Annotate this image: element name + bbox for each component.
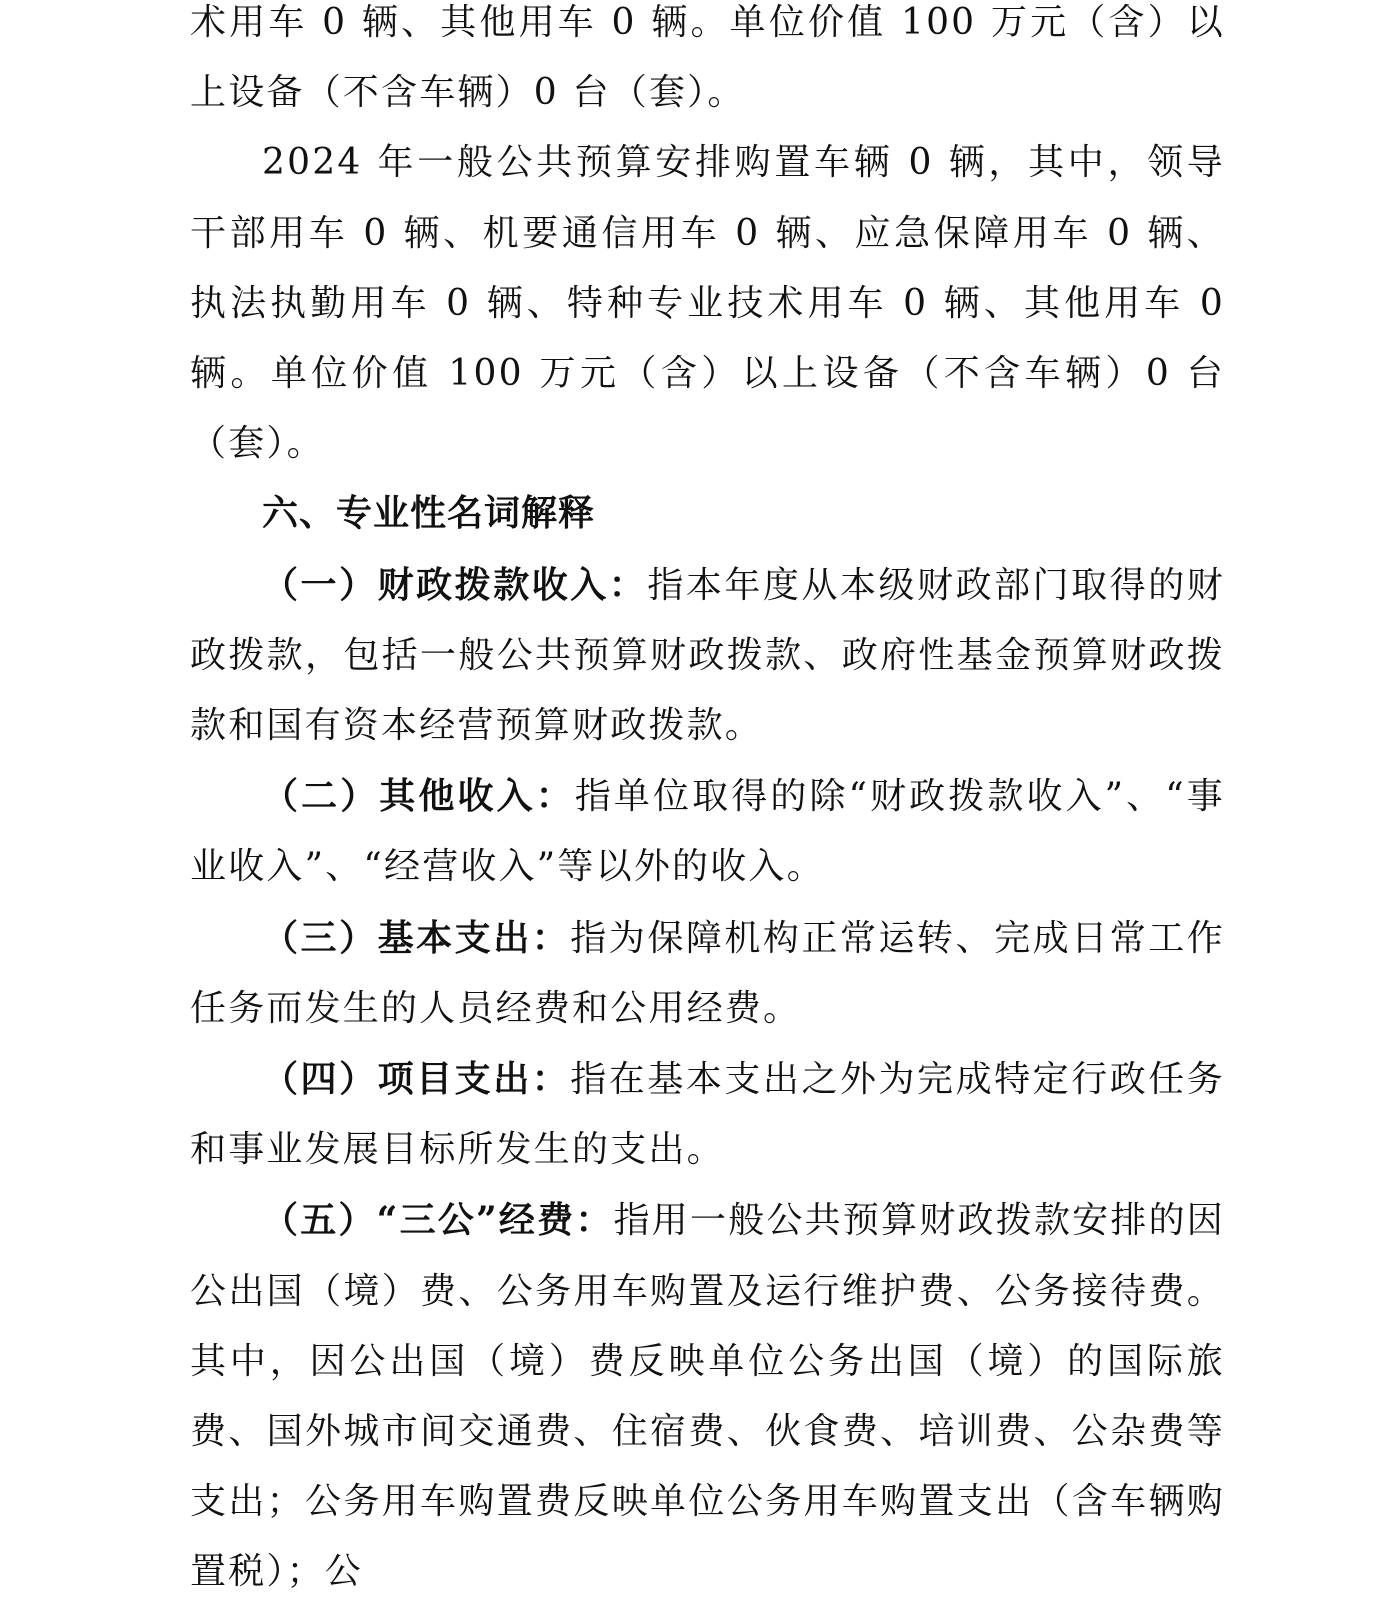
definition-term: （一）财政拨款收入：	[262, 563, 648, 606]
document-page	[190, 0, 1225, 1608]
paragraph-2024-vehicle-purchase: 2024 年一般公共预算安排购置车辆 0 辆，其中，领导干部用车 0 辆、机要通信用车 0 辆、应急保障用车 0 辆、执法执勤用车 0 辆、特种专业技术用车 0 辆、其他用车 0 辆。单位价值 100 万元（含）以上设备（不含车辆）0 台（套）。	[190, 142, 1225, 465]
definition-term: （四）项目支出：	[262, 1058, 571, 1101]
definition-project-expenditure	[190, 1044, 1225, 1185]
definition-text: 指用一般公共预算财政拨款安排的因公出国（境）费、公务用车购置及运行维护费、公务接待费。其中，因公出国（境）费反映单位公务出国（境）的国际旅费、国外城市间交通费、住宿费、伙食费、培训费、公杂费等支出；公务用车购置费反映单位公务用车购置支出（含车辆购置税）；公	[190, 1200, 1226, 1593]
definition-text: 指本年度从本级财政部门取得的财政拨款，包括一般公共预算财政拨款、政府性基金预算财政拨款和国有资本经营预算财政拨款。	[190, 564, 1225, 747]
paragraph-vehicle-summary-continued: 术用车 0 辆、其他用车 0 辆。单位价值 100 万元（含）以上设备（不含车辆）0 台（套）。	[190, 2, 1225, 114]
definition-text: 指为保障机构正常运转、完成日常工作任务而发生的人员经费和公用经费。	[190, 917, 1225, 1029]
definition-term: （五）“三公”经费：	[262, 1199, 614, 1242]
definition-text: 指在基本支出之外为完成特定行政任务和事业发展目标所发生的支出。	[190, 1059, 1225, 1171]
definition-three-public-expenses	[190, 1185, 1225, 1607]
definition-text: 指单位取得的除“财政拨款收入”、“事业收入”、“经营收入”等以外的收入。	[190, 776, 1225, 888]
definition-term: （三）基本支出：	[262, 916, 571, 959]
definition-other-income	[190, 761, 1225, 902]
definition-basic-expenditure	[190, 903, 1225, 1044]
definition-fiscal-appropriation-income	[190, 550, 1225, 762]
section-heading: 六、专业性名词解释	[262, 493, 596, 535]
definition-term: （二）其他收入：	[262, 775, 575, 818]
